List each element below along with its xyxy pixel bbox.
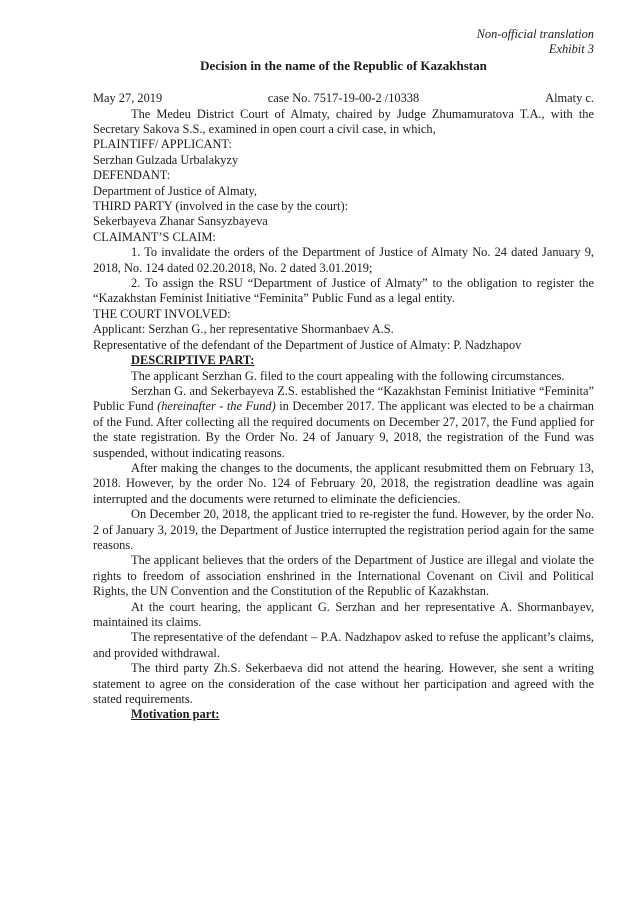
defendant-name: Department of Justice of Almaty, (93, 183, 258, 198)
defendant-representative-line: Representative of the defendant of the Department of Justice of Almaty: P. Nadzhapov (93, 337, 522, 352)
case-info-row (93, 91, 594, 106)
case-city: Almaty c. (545, 91, 594, 106)
claim-label: CLAIMANT’S CLAIM: (93, 229, 216, 244)
descriptive-paragraph-2-italic: (hereinafter - the Fund) (157, 399, 276, 414)
descriptive-paragraph-5: The applicant believes that the orders of the Department of Justice are illegal and violate the rights to freedom of association enshrined in the International Covenant on Civil and Political Rights, the UN Convention and the Constitution of the Republic of Kazakhstan. (93, 553, 594, 599)
descriptive-paragraph-1: The applicant Serzhan G. filed to the court appealing with the following circumstances. (131, 368, 565, 383)
third-party-label: THIRD PARTY (involved in the case by the court): (93, 199, 349, 214)
motivation-part-heading (93, 707, 594, 722)
case-number: case No. 7517-19-00-2 /10338 (267, 91, 420, 106)
descriptive-paragraph-2-after: in December 2017. The applicant was elected to be a chairman of the Fund. After collecting all the required documents on December 27, 2017, the Fund applied for the state registration. By the Order No. 24 of January 9, 2018, the registration of the Fund was suspended, without indicating reasons. (93, 399, 595, 460)
descriptive-part-heading-text: DESCRIPTIVE PART: (131, 353, 255, 368)
descriptive-part-heading (93, 353, 594, 368)
header-right-block (93, 27, 594, 58)
motivation-part-heading-text: Motivation part: (131, 707, 220, 722)
descriptive-paragraph-2 (93, 384, 594, 461)
claim-item-2: 2. To assign the RSU “Department of Justice of Almaty” to the obligation to register the “Kazakhstan Feminist Initiative “Feminita” Public Fund as a legal entity. (93, 276, 594, 306)
descriptive-paragraph-6: At the court hearing, the applicant G. Serzhan and her representative A. Shormanbayev, maintained its claims. (93, 599, 594, 630)
claim-item-1: 1. To invalidate the orders of the Department of Justice of Almaty No. 24 dated January 9, 2018, No. 124 dated 02.20.2018, No. 2 dated 3.01.2019; (93, 245, 594, 275)
intro-paragraph: The Medeu District Court of Almaty, chaired by Judge Zhumamuratova T.A., with the Secretary Sakova S.S., examined in open court a civil case, in which, (93, 106, 594, 137)
descriptive-paragraph-7: The representative of the defendant – P.A. Nadzhapov asked to refuse the applicant’s claims, and provided withdrawal. (93, 630, 594, 660)
plaintiff-label: PLAINTIFF/ APPLICANT: (93, 137, 232, 152)
translation-note: Non-official translation (476, 27, 594, 41)
case-date: May 27, 2019 (93, 91, 163, 106)
document-title: Decision in the name of the Republic of Kazakhstan (200, 57, 487, 73)
plaintiff-name: Serzhan Gulzada Urbalakyzy (93, 152, 239, 167)
third-party-name: Sekerbayeva Zhanar Sansyzbayeva (93, 214, 268, 229)
defendant-label: DEFENDANT: (93, 168, 171, 183)
descriptive-paragraph-4: On December 20, 2018, the applicant tried to re-register the fund. However, by the order No. 2 of January 3, 2019, the Department of Justice interrupted the registration period again for the same reasons. (93, 507, 594, 552)
descriptive-paragraph-8: The third party Zh.S. Sekerbaeva did not attend the hearing. However, she sent a writing statement to agree on the consideration of the case without her participation and agreed with the stated requirements. (93, 661, 594, 707)
exhibit-label: Exhibit 3 (548, 42, 594, 57)
descriptive-paragraph-3: After making the changes to the documents, the applicant resubmitted them on February 13, 2018. However, by the order No. 124 of February 20, 2018, the registration deadline was again interrupted and the documents were returned to eliminate the deficiencies. (93, 460, 594, 506)
descriptive-paragraph-2-before: Serzhan G. and Sekerbayeva Z.S. established the “Kazakhstan Feminist Initiative “Feminita” Public Fund (93, 383, 594, 414)
applicant-line: Applicant: Serzhan G., her representative Shormanbaev A.S. (93, 322, 394, 337)
court-involved-label: THE COURT INVOLVED: (93, 306, 231, 321)
